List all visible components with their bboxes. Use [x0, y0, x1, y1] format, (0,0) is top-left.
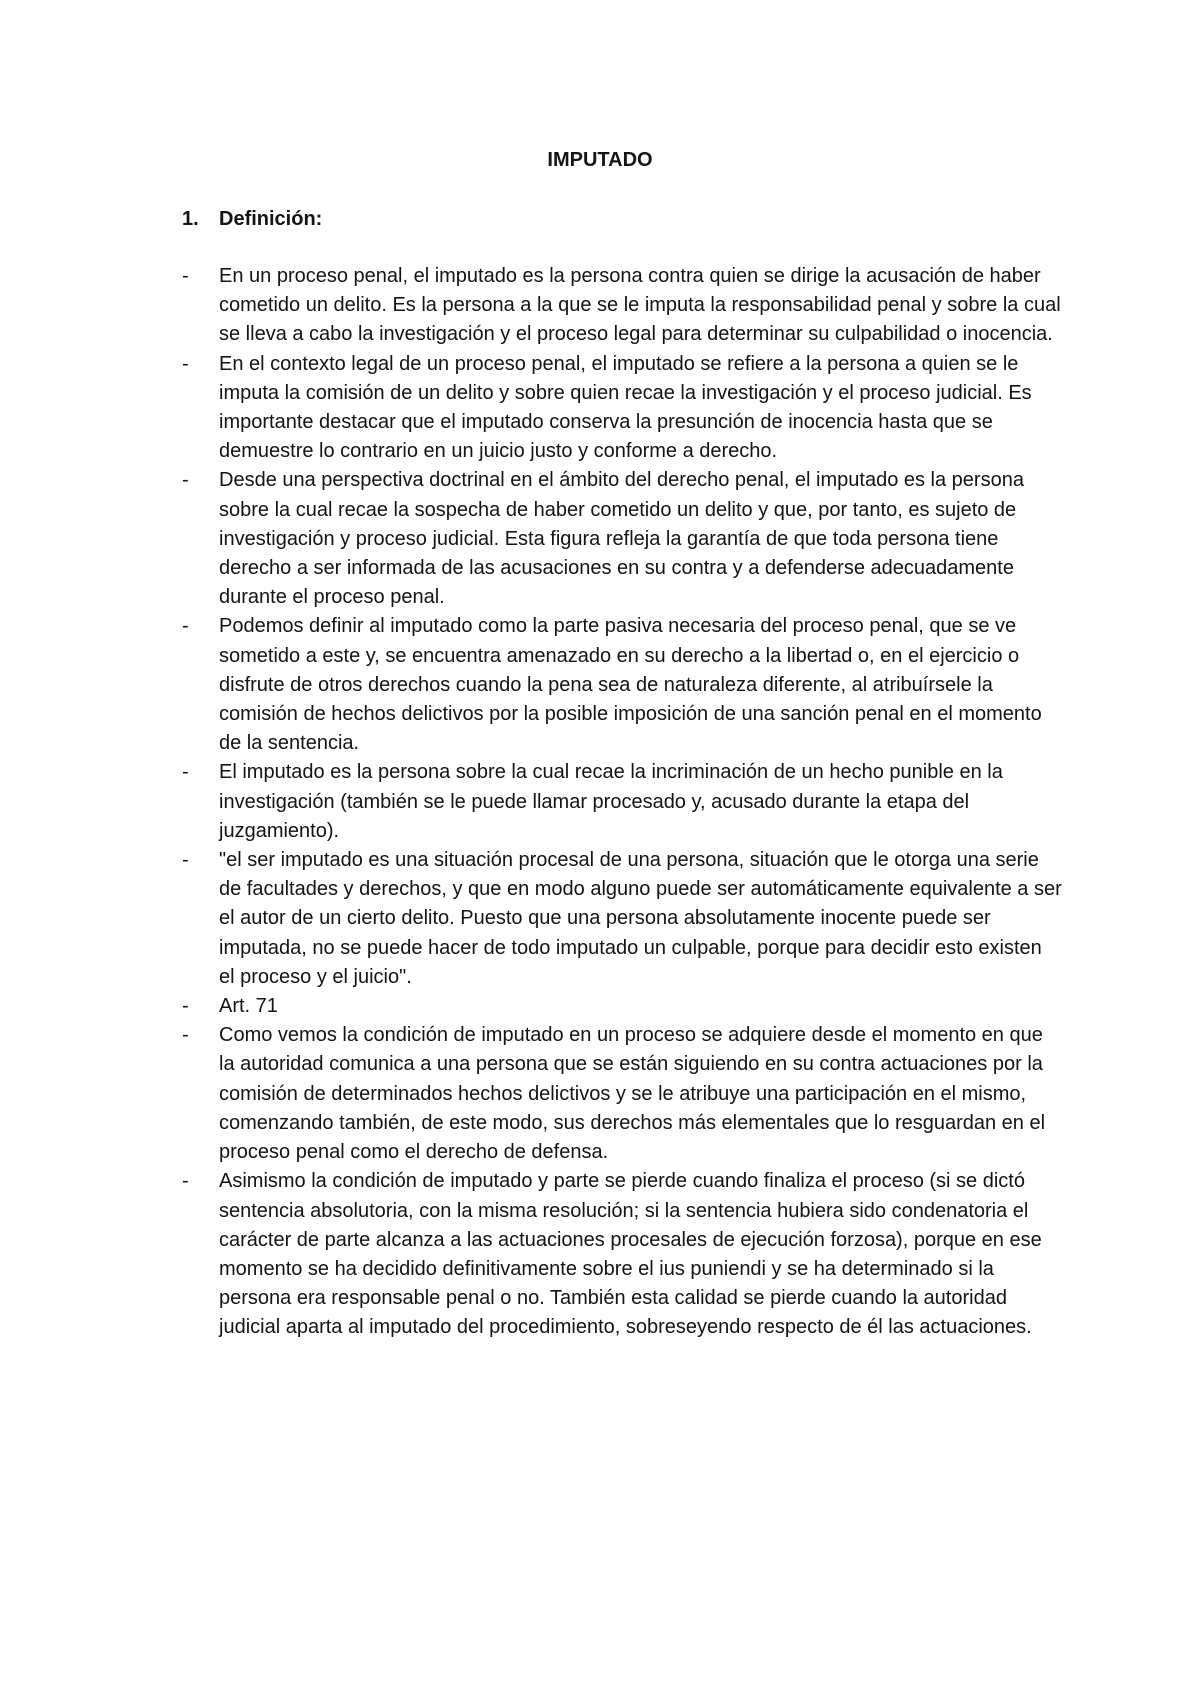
list-item — [182, 758, 1062, 846]
list-item-text: Como vemos la condición de imputado en un proceso se adquiere desde el momento en que la autoridad comunica a una persona que se están siguiendo en su contra actuaciones por la comisión de determinados hechos delictivos y se le atribuye una participación en el mismo, comenzando también, de este modo, sus derechos más elementales que lo resguardan en el proceso penal como el derecho de defensa. — [219, 1024, 1046, 1164]
list-item-text: "el ser imputado es una situación procesal de una persona, situación que le otorga una serie de facultades y derechos, y que en modo alguno puede ser automáticamente equivalente a ser el autor de un cierto delito. Puesto que una persona absolutamente inocente puede ser imputada, no se puede hacer de todo imputado un culpable, porque para decidir esto existen el proceso y el juicio". — [219, 849, 1062, 988]
list-item-text: El imputado es la persona sobre la cual recae la incriminación de un hecho punible en la investigación (también se le puede llamar procesado y, acusado durante la etapa del juzgamiento). — [219, 761, 1003, 842]
bullet-dash: - — [182, 1170, 189, 1193]
list-item — [182, 1167, 1062, 1342]
list-item-text: Podemos definir al imputado como la parte pasiva necesaria del proceso penal, que se ve sometido a este y, se encuentra amenazado en su derecho a la libertad o, en el ejercicio o disfrute de otros derechos cuando la pena sea de naturaleza diferente, al atribuírsele la comisión de hechos delictivos por la posible imposición de una sanción penal en el momento de la sentencia. — [219, 615, 1042, 755]
list-item — [182, 262, 1062, 350]
bullet-dash: - — [182, 352, 189, 375]
list-item — [182, 846, 1062, 992]
list-item-text: Art. 71 — [219, 995, 278, 1018]
bullet-dash: - — [182, 761, 189, 784]
list-item-text: En un proceso penal, el imputado es la persona contra quien se dirige la acusación de haber cometido un delito. Es la persona a la que se le imputa la responsabilidad penal y sobre la cual se lleva a cabo la investigación y el proceso legal para determinar su culpabilidad o inocencia. — [219, 265, 1061, 346]
list-item — [182, 1021, 1062, 1167]
list-item — [182, 350, 1062, 467]
list-item-text: Desde una perspectiva doctrinal en el ámbito del derecho penal, el imputado es la persona sobre la cual recae la sospecha de haber cometido un delito y que, por tanto, es sujeto de investigación y proceso judicial. Esta figura refleja la garantía de que toda persona tiene derecho a ser informada de las acusaciones en su contra y a defenderse adecuadamente durante el proceso penal. — [219, 469, 1024, 609]
list-item-text: En el contexto legal de un proceso penal, el imputado se refiere a la persona a quien se le imputa la comisión de un delito y sobre quien recae la investigación y el proceso judicial. Es importante destacar que el imputado conserva la presunción de inocencia hasta que se demuestre lo contrario en un juicio justo y conforme a derecho. — [219, 352, 1032, 463]
bullet-dash: - — [182, 615, 189, 638]
list-item — [182, 466, 1062, 612]
section-heading — [182, 205, 322, 233]
bullet-dash: - — [182, 469, 189, 492]
bullet-dash: - — [182, 1024, 189, 1047]
bullet-dash: - — [182, 995, 189, 1018]
section-number: 1. — [182, 208, 199, 230]
list-item — [182, 612, 1062, 758]
document-title: IMPUTADO — [547, 149, 653, 171]
list-item-text: Asimismo la condición de imputado y parte se pierde cuando finaliza el proceso (si se dictó sentencia absolutoria, con la misma resolución; si la sentencia hubiera sido condenatoria el carácter de parte alcanza a las actuaciones procesales de ejecución forzosa), porque en ese momento se ha decidido definitivamente sobre el ius puniendi y se ha determinado si la persona era responsable penal o no. También esta calidad se pierde cuando la autoridad judicial aparta al imputado del procedimiento, sobreseyendo respecto de él las actuaciones. — [219, 1170, 1042, 1339]
list-item — [182, 992, 1062, 1021]
definition-list — [182, 262, 1062, 1343]
bullet-dash: - — [182, 265, 189, 287]
bullet-dash: - — [182, 849, 189, 872]
section-heading-text: Definición: — [219, 208, 323, 230]
